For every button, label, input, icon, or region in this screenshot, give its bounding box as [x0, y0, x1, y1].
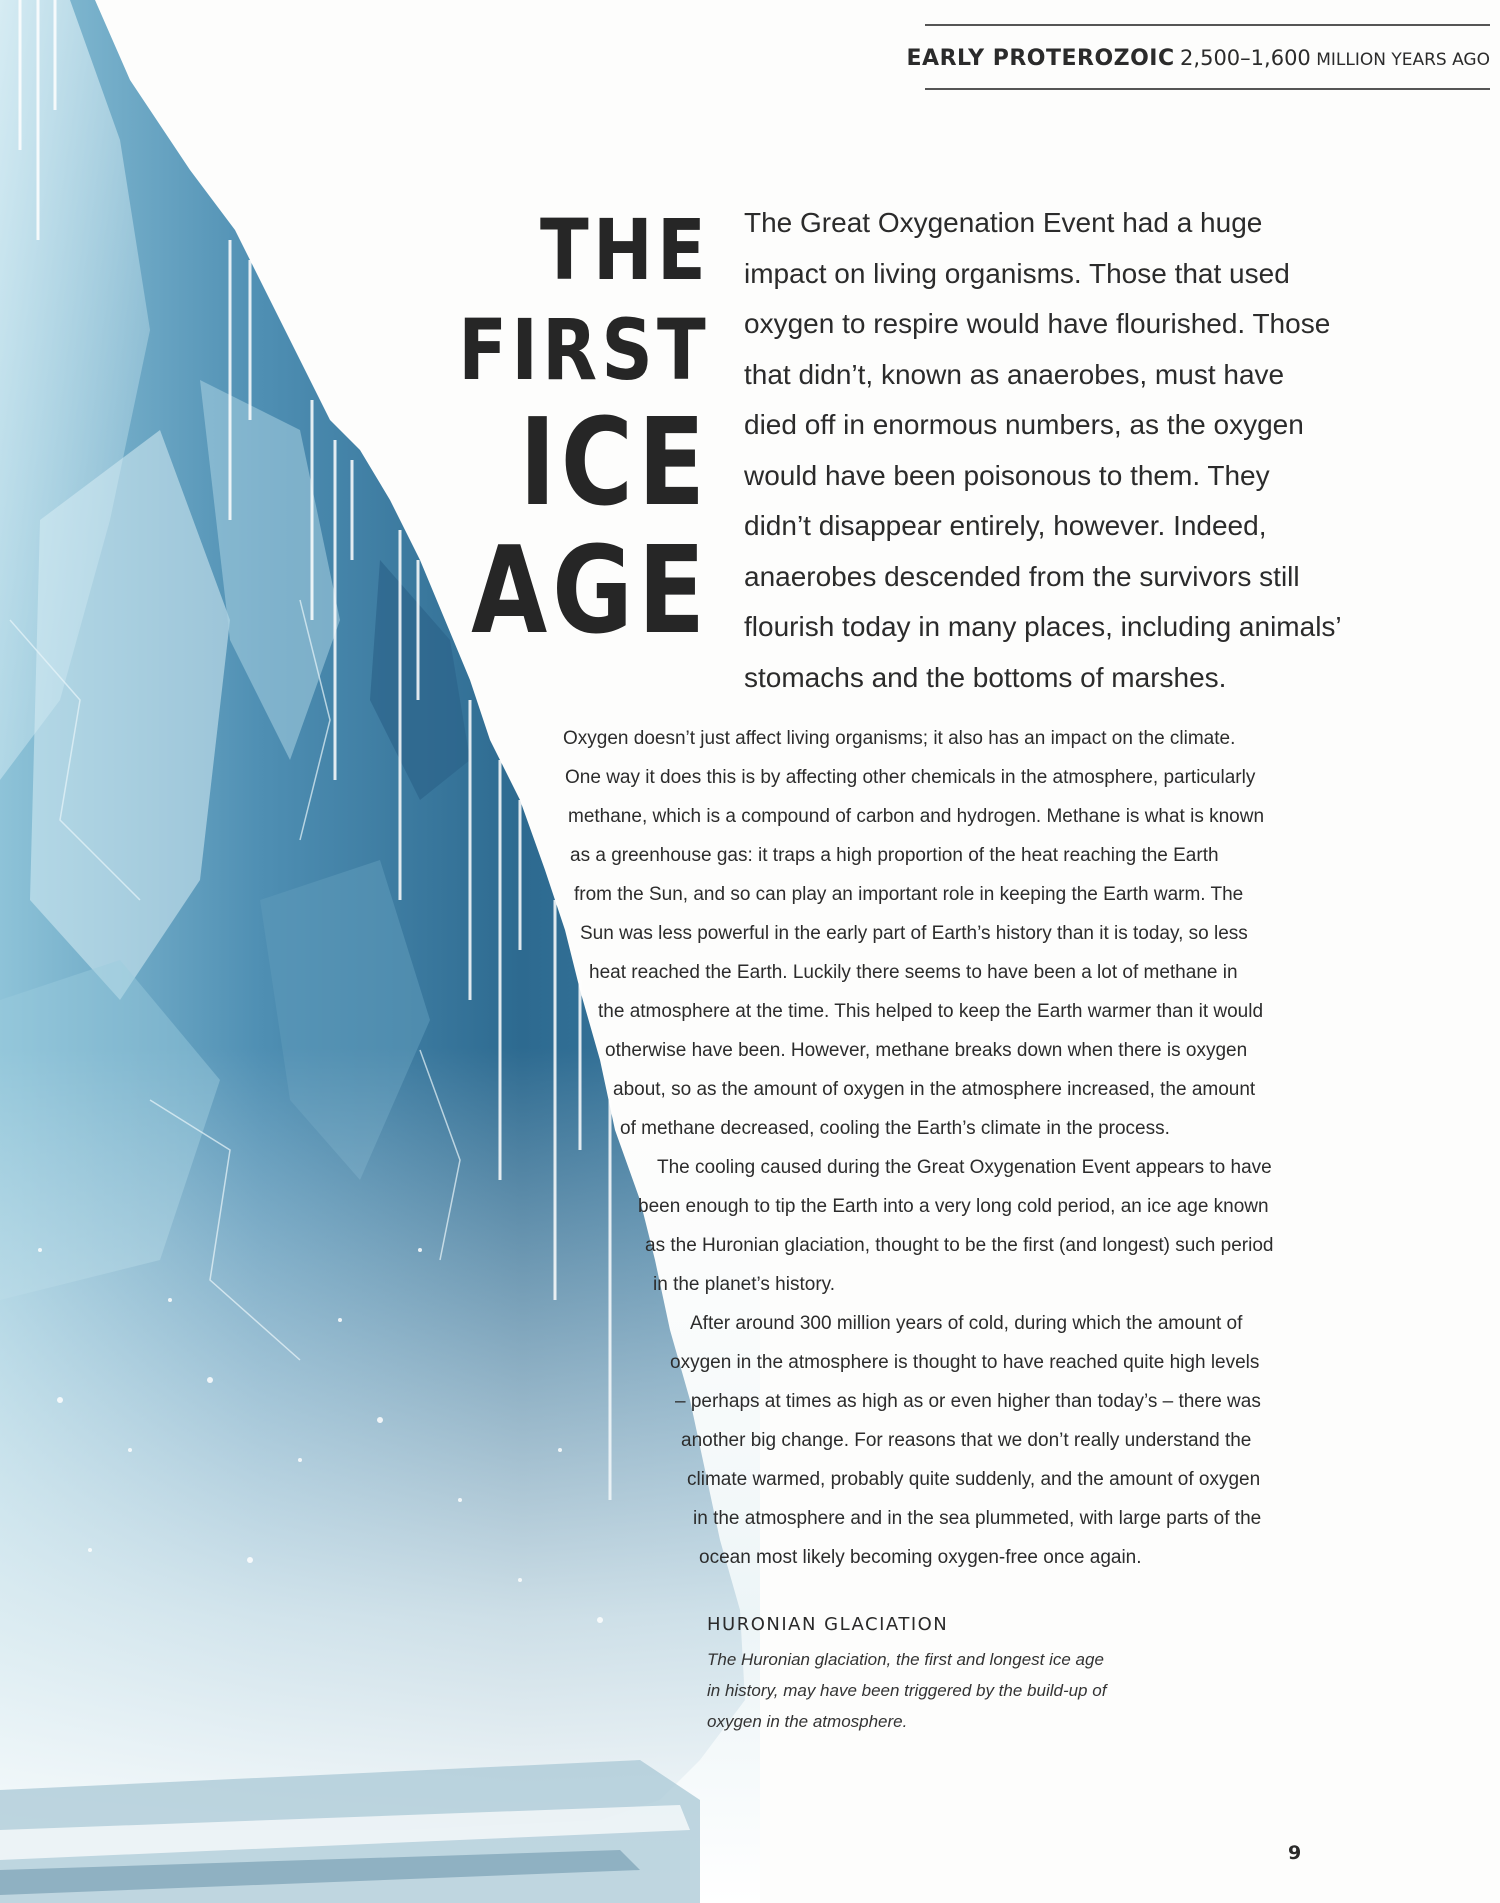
body-line: about, so as the amount of oxygen in the atmosphere increased, the amount — [613, 1079, 1256, 1100]
body-line: in the planet’s history. — [653, 1274, 836, 1295]
page-number: 9 — [1288, 1842, 1302, 1864]
body-line: been enough to tip the Earth into a very long cold period, an ice age known — [638, 1196, 1269, 1217]
era-name: EARLY PROTEROZOIC — [906, 46, 1175, 71]
lead-paragraph — [744, 198, 1344, 703]
running-header — [906, 24, 1490, 90]
body-line: ocean most likely becoming oxygen-free once again. — [699, 1547, 1142, 1568]
body-line: in the atmosphere and in the sea plummeted, with large parts of the — [693, 1508, 1262, 1529]
title-line-3: AGE — [471, 522, 710, 661]
caption-heading: HURONIAN GLACIATION — [707, 1614, 949, 1635]
body-line: another big change. For reasons that we don’t really understand the — [681, 1430, 1252, 1451]
title-line-1: THE FIRST — [458, 201, 710, 399]
body-line: One way it does this is by affecting other chemicals in the atmosphere, particularly — [565, 767, 1256, 788]
body-line: from the Sun, and so can play an important role in keeping the Earth warm. The — [574, 884, 1244, 905]
body-line: – perhaps at times as high as or even higher than today’s – there was — [675, 1391, 1261, 1412]
body-line: of methane decreased, cooling the Earth’s climate in the process. — [620, 1118, 1170, 1139]
caption-line: oxygen in the atmosphere. — [707, 1712, 908, 1731]
body-line: Oxygen doesn’t just affect living organisms; it also has an impact on the climate. — [563, 728, 1236, 749]
body-line: climate warmed, probably quite suddenly, and the amount of oxygen — [687, 1469, 1261, 1490]
caption-line: in history, may have been triggered by the build-up of — [707, 1681, 1107, 1700]
lead-text: The Great Oxygenation Event had a huge impact on living organisms. Those that used oxygen to respire would have flourished. Those that didn’t, known as anaerobes, must have died off in enormous numbers, as the oxygen would have been poisonous to them. They didn’t disappear entirely, however. Indeed, anaerobes descended from the survivors still flourish today in many places, including animals’ stomachs and the bottoms of marshes. — [744, 207, 1341, 693]
era-label — [907, 46, 1490, 71]
body-line: the atmosphere at the time. This helped to keep the Earth warmer than it would — [598, 1001, 1264, 1022]
body-line: methane, which is a compound of carbon and hydrogen. Methane is what is known — [568, 806, 1265, 827]
body-line: The cooling caused during the Great Oxygenation Event appears to have — [657, 1157, 1272, 1178]
body-line: as a greenhouse gas: it traps a high proportion of the heat reaching the Earth — [570, 845, 1219, 866]
title-line-2: ICE — [519, 394, 710, 533]
body-line: otherwise have been. However, methane breaks down when there is oxygen — [605, 1040, 1248, 1061]
era-range: 2,500–1,600 — [1180, 46, 1311, 70]
body-line: oxygen in the atmosphere is thought to have reached quite high levels — [670, 1352, 1260, 1373]
caption-line: The Huronian glaciation, the first and longest ice age — [707, 1650, 1104, 1669]
page-title — [360, 200, 710, 661]
body-line: as the Huronian glaciation, thought to be the first (and longest) such period — [645, 1235, 1274, 1256]
body-line: After around 300 million years of cold, during which the amount of — [690, 1313, 1243, 1334]
body-line: heat reached the Earth. Luckily there seems to have been a lot of methane in — [589, 962, 1238, 983]
body-line: Sun was less powerful in the early part of Earth’s history than it is today, so less — [580, 923, 1248, 944]
era-unit: MILLION YEARS AGO — [1316, 50, 1490, 70]
